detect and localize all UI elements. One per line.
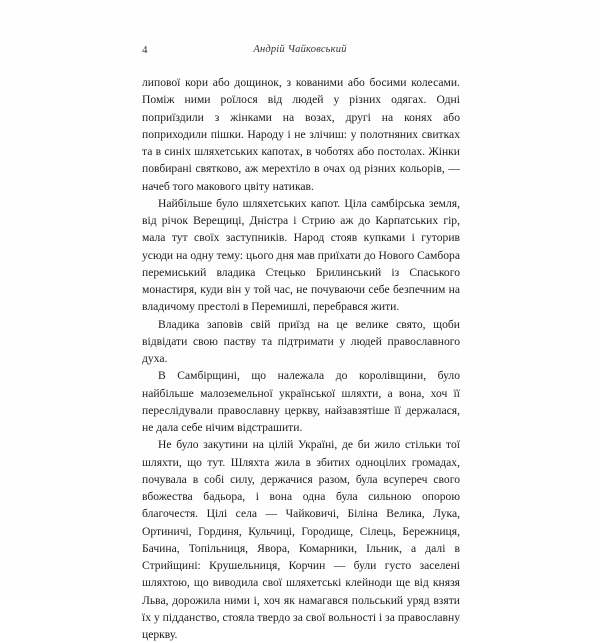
paragraph-3: Владика заповів свій приїзд на це велике свято, щоби відвідати свою паству та підтримати у людей православного духа. <box>142 317 460 365</box>
paragraph-1: липової кори або дощинок, з кованими або босими колесами. Поміж ними роїлося від людей у різних одягах. Одні поприїздили з жінками на возах, другі на конях або поприходили пішки. Народу і не злічиш: у полотняних свитках та в синіх шляхетських капотах, в чоботях або постолах. Жінки повбирані святково, аж мерехтіло в очах од різних кольорів, — начеб того макового цвіту натикав. <box>142 76 460 193</box>
paragraph-5: Не було закутини на цілій Україні, де би жило стільки тої шляхти, що тут. Шляхта жила в збитих одноцілих громадах, почувала в собі силу, держачися разом, була всупереч свого вбожества бадьора, і вона одна була сильною опорою благочестя. Цілі села — Чайковичі, Біліна Велика, Лука, Ортиничі, Гординя, Кульчиці, Городище, Сілець, Бережниця, Бачина, Топільниця, Явора, Комарники, Ільник, а далі в Стрийщині: Крушельниця, Корчин — були густо заселені шляхтою, що виводила свої шляхетські клейноди ще від князя Льва, дорожила ними і, хоч як намагався польський уряд взяти їх у підданство, стояла твердо за свої вольності і за православну церкву. <box>142 438 460 641</box>
running-head-author: Андрій Чайковський <box>253 44 347 55</box>
page-number: 4 <box>142 44 148 56</box>
body-text <box>142 74 460 643</box>
paragraph-4: В Самбірщині, що належала до королівщини, було найбільше малоземельної української шляхти, а вона, хоч її переслідували православну церкву, найзавзятіше її держалася, не дала себе нічим відстрашити. <box>142 369 460 434</box>
paragraph-2: Найбільше було шляхетських капот. Ціла самбірська земля, від річок Верещиці, Дністра і Стрию аж до Карпатських гір, мала тут своїх заступників. Народ стояв купками і гуторив усюди на одну тему: цього дня мав приїхати до Нового Самбора перемиський владика Стецько Брилинський із Спаського монастиря, куди він у той час, не почуваючи себе безпечним на владичому престолі в Перемишлі, перебрався жити. <box>142 196 460 314</box>
